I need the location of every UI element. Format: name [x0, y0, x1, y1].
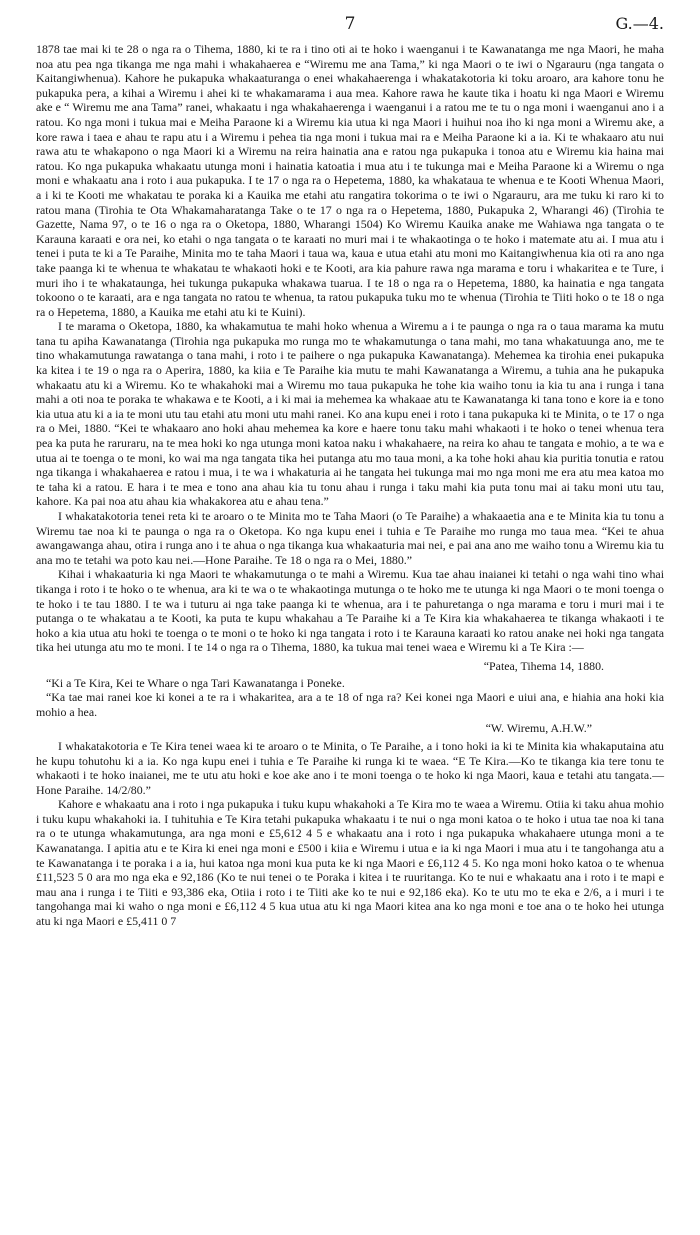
paragraph: 1878 tae mai ki te 28 o nga ra o Tihema, 1880, ki te ra i tino oti ai te hoko i waenganui i te Kawanatanga me nga Maori, he maha noa atu pea nga tikanga me nga mahi i whakahaerea e “Wiremu me ana Tama,” ki nga Maori o te iwi o Ngarauru (nga tangata o Kaitangiwhenua). Kahore he pukapuka whakaaturanga o enei whakahaerenga i whakatakotoria ki toku aroaro, ara kahore tonu he pukapuka pera, a kihai a Wiremu i ahei ki te whakamarama i aua mea. Kahore rawa he kaute tika i hoatu ki nga Maori e Wiremu ake e “ Wiremu me ana Tama” ranei, whakaatu i nga whakahaerenga i waenganui i a ratou me te tu o nga moni i waenganui ano i a ratou. Ko nga moni i tukua mai e Meiha Paraone ki a Wiremu kia utua ki nga Maori i huihui noa iho ki nga moni a Wiremu ake, a kore rawa i taea e ahau te rapu atu i a Wiremu i pehea tia nga moni i tukua mai ra e Meiha Paraone ki a ia. Ki te whakaaro atu nui rawa atu te whakapono o nga Maori ki a Wiremu na reira hainatia ana e ratou nga pukapuka i tonoa atu e Wiremu kia haina mai ratou. Ko nga pukapuka whakaatu utunga moni i hainatia katoatia i mua atu i te tukunga mai e Meiha Paraone ki a Wiremu o nga moni e whakaatu ana i roto i aua pukapuka. I te 17 o nga ra o Hepetema, 1880, ka whakataua te whenua e te Kooti Whenua Maori, a i ki te Kooti me whakatau te poraka ki a Kauika me etahi atu rangatira tokorima o te iwi o Ngarauru, ara me tuku ki raro ki to ratou mana (Tirohia te Ota Whakamaharatanga Take o te 17 o nga ra o Hepetema, 1880, Pukapuka 2, Wharangi 46) (Tirohia te Gazette, Nama 97, o te 16 o nga ra o Oketopa, 1880, Wharangi 1504) Ko Wiremu Kauika anake me Wahiawa nga tangata o te Karauna karaati e ora nei, ko etahi o nga tangata o te karaati no muri mai i te whakaotinga o te hoko i matemate atu ai. I mua atu i tenei i puta te ki a Te Paraihe, Minita mo te taha Maori i taua wa, kaua e utua etahi atu moni mo Kaitangiwhenua kia oti ra ano nga take paanga ki te whenua te whakatau te whakaoti hoki e te Kooti, ara kia pahure rawa nga marama e toru i whakaritea e te Ture, i muri iho i te whakataunga, hei tukunga pukapuka whakawa tuarua. I te 18 o nga ra o Hepetema, 1880, ka hainatia e nga tangata tokoono o te karaati, ara e nga tangata no ratou te whenua, ta ratou pukapuka tuku mo te whenua (Tirohia te Tiiti hoko o te 18 o nga ra o Hepetema, 1880, a Kauika me etahi atu ki te Kuini).: [36, 42, 664, 319]
document-reference: G.—4.: [615, 14, 664, 33]
paragraph: I te marama o Oketopa, 1880, ka whakamutua te mahi hoko whenua a Wiremu a i te paunga o nga ra o taua marama ka mutu tana tu apiha Kawanatanga (Tirohia nga pukapuka mo runga mo te whakamutunga o tana mahi, mo tana whakatuunga ano, me te tino whakamutunga rawatanga o tana mahi, i roto i te paihere o nga pukapuka Kawanatanga). Mehemea ka tirohia enei pukapuka ka kitea i te 19 o nga ra o Aperira, 1880, ka kiia e Te Paraihe kia mutu te mahi Kawanatanga a Wiremu, a tuhia ana he pukapuka whakaatu atu ki a Wiremu. Ko te whakahoki mai a Wiremu mo taua pukapuka he tohe kia waiho tonu ia kia tu ana i runga i tana mahi a oti noa te poraka te whakawa e te Kooti, a i ki mai ia mehemea ka whakaae atu te Kawanatanga ki tana tono e kore ia e tono kia utua atu ki a ia te moni utu tau etahi atu moni utu mahi ranei. Ko ana kupu enei i roto i tana pukapuka ki te Minita, o te 17 o nga ra o Mei, 1880. “Kei te whakaaro ano hoki ahau mehemea ka kore e haere tonu taku mahi whakaoti i te hoko o tenei whenua tera pea ka puta he raruraru, na te mea hoki ko nga utunga moni katoa naku i whakahaere, na reira ko ahau te tangata e mohio, a te wa e utua ai te toenga o te moni, ko wai ma nga tangata tika hei putanga atu mo taua moni, a ka tohe hoki ahau kia puritia tonutia e ratou nga tikanga i whakahaerea e ratou i mua, i te wa i whakaturia ai he tangata hei tukunga mai mo nga moni me era atu mea katoa mo te taha ki a ratou. E hara i te mea e tono ana ahau kia tu tonu ahau i runga i taku mahi kia puta tonu mai ai taku moni utu tau, kahore. Ka pai noa atu ahau kia whakakorea atu e ahau tena.”: [36, 319, 664, 509]
paragraph: “Ki a Te Kira, Kei te Whare o nga Tari Kawanatanga i Poneke.: [46, 675, 345, 690]
paragraph: “Patea, Tihema 14, 1880.: [483, 658, 604, 673]
document-page: [36, 14, 664, 929]
paragraph: Kihai i whakaaturia ki nga Maori te whakamutunga o te mahi a Wiremu. Kua tae ahau inaianei ki tetahi o nga wahi tino whai tikanga i roto i te hoko o te whenua, ara ki te wa o te whakaotinga mutunga o te hoko me te utunga ki nga Maori o te moni toenga o te hoko i te tau 1880. I te wa i tuturu ai nga take paanga ki te whenua, ara i te pahuretanga o nga marama e toru i muri mai i te putanga o te whakatau a te Kooti, ka puta te kupu whakahau a Te Paraihe ki a Te Kira kia whakahaerea te tikanga whakaoti i te hoko a kia utua atu hoki te toenga o te moni o te hoko ki nga tangata i roto i te Karauna karaati ko ratou anake nei hoki nga tangata tika hei utunga atu mo te moni. I te 14 o nga ra o Tihema, 1880, ka tukua mai tenei waea e Wiremu ki a Te Kira :—: [36, 567, 664, 655]
paragraph: Kahore e whakaatu ana i roto i nga pukapuka i tuku kupu whakahoki a Te Kira mo te waea a Wiremu. Otiia ki taku ahua mohio i tuku kupu whakahoki ia. I tuhituhia e Te Kira tetahi pukapuka whakaatu i te nui o nga moni katoa o te hoko i utua tae noa ki tana ra o te utunga whakamutunga, ara nga moni e £5,612 4 5 e whakaatu ana i roto i nga pukapuka whakahaere utunga moni a te Kawanatanga. I apitia atu e te Kira ki enei nga moni e £500 i kiia e Wiremu i utua e ia ki nga Maori i mua atu i te tangohanga atu a te Kawanatanga i te poraka i a ia, hui katoa nga moni kua puta ke ki nga Maori e £6,112 4 5. Ko nga moni hoko katoa o te whenua £11,523 5 0 ara mo nga eka e 92,186 (Ko te nui tenei o te Poraka i kitea i te ruuritanga. Ko te nui e whakaatu ana i roto i te mapi e mau ana i runga i te Tiiti e 93,386 eka, Otiia i roto i te Tiiti ake ko te nui e 92,186 eka). Ko te utu mo te eka e 2/6, a i muri i te tangohanga mai ki waho o nga moni e £6,112 4 5 kua utua atu ki nga Maori kitea ana ko nga moni e toe ana o te hoko hei utunga atu ki nga Maori e £5,411 0 7: [36, 797, 664, 929]
paragraph: I whakatakotoria e Te Kira tenei waea ki te aroaro o te Minita, o Te Paraihe, a i tono hoki ia ki te Minita kia whakaputaina atu he kupu tohutohu ki a ia. Ko nga kupu enei i tuhia e Te Paraihe ki runga ki te waea. “E Te Kira.—Ko te tikanga kia tere tonu te whakaoti i te hoko inaianei, me te utu atu hoki e koe ake ano i te moni toenga o te hoko ki nga Maori, kaua e tetahi atu tangata.—Hone Paraihe. 14/2/80.”: [36, 738, 664, 797]
paragraph: I whakatakotoria tenei reta ki te aroaro o te Minita mo te Taha Maori (o Te Paraihe) a whakaaetia ana e te Minita kia tu tonu a Wiremu tae noa ki te paunga o nga ra o Oketopa. Ko nga kupu enei i tuhia e Te Paraihe mo runga mo taua mea. “Kei te ahua awangawanga ahau, otira i runga ano i te ahua o nga tikanga kua whakaaturia mai nei, e pai ana ano me waiho tonu a Wiremu kia tu ana mo te tetahi wa poto kau nei.—Hone Paraihe. Te 18 o nga ra o Mei, 1880.”: [36, 509, 664, 567]
paragraph: “Ka tae mai ranei koe ki konei a te ra i whakaritea, ara a te 18 of nga ra? Kei konei nga Maori e uiui ana, e hiahia ana hoki kia mohio a hea.: [36, 690, 664, 719]
page-number: 7: [344, 14, 356, 34]
document-body: [36, 42, 664, 929]
page-header: [36, 14, 664, 42]
paragraph: “W. Wiremu, A.H.W.”: [485, 721, 592, 736]
